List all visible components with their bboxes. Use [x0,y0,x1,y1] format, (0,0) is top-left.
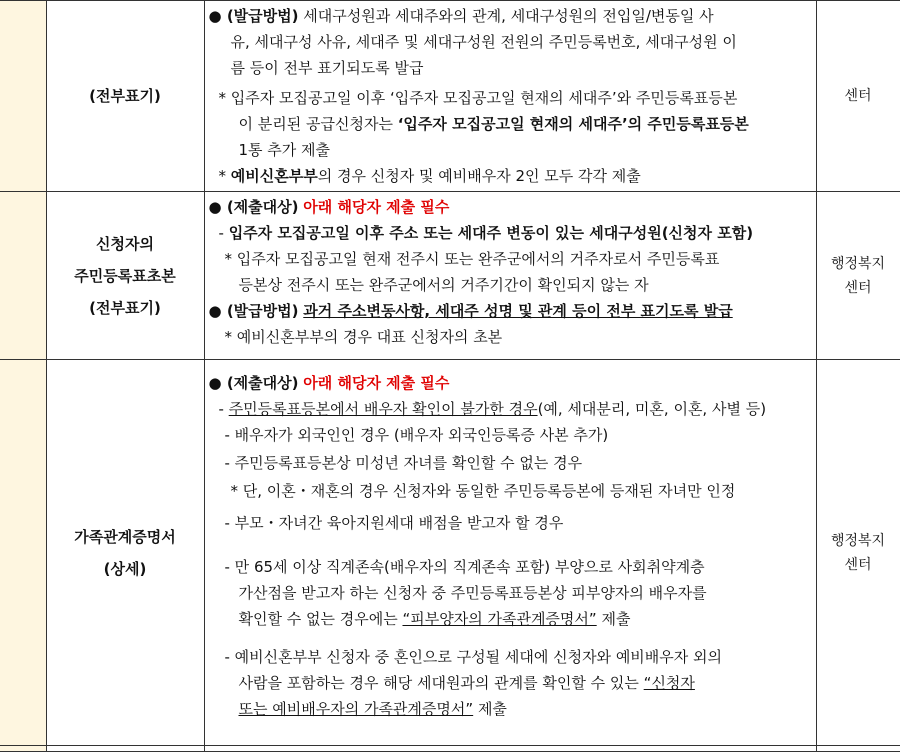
row-label-cell [46,360,204,746]
line-text: 등본상 전주시 또는 완주군에서의 거주기간이 확인되지 않는 자 [238,276,649,294]
bullet: ● [208,7,227,25]
dept-label-line: 센터 [844,556,872,573]
dept-label-line: 센터 [844,279,872,296]
text-line [209,450,814,476]
text-line [209,272,814,298]
underlined-text: “신청자 [643,674,695,692]
text-line [209,194,814,220]
text-line [209,298,814,324]
dash: - [218,400,229,418]
line-text: - 배우자가 외국인인 경우 (배우자 외국인등록증 사본 추가) [224,426,609,444]
table-row [0,192,900,360]
line-text: 세대구성원과 세대주와의 관계, 세대구성원의 전입일/변동일 사 [298,7,714,25]
text-line [209,370,814,396]
line-text: * 입주자 모집공고일 현재 전주시 또는 완주군에서의 거주자로서 주민등록표 [224,250,720,268]
table-row [0,360,900,746]
line-text: 제출 [596,610,631,628]
row-content-cell [204,1,816,192]
row-content-cell [204,360,816,746]
emphasis-text: 입주자 모집공고일 이후 주소 또는 세대주 변동이 있는 세대구성원(신청자 포함) [228,224,754,242]
line-text: 제출 [473,700,507,718]
dept-label: 센터 [844,88,872,104]
line-text: 확인할 수 없는 경우에는 [238,610,403,628]
label-text: (제출대상) [226,198,299,216]
row-label-cell [46,1,204,192]
row-label-cell [46,192,204,360]
lead-cell [0,192,46,360]
text-line [209,670,814,696]
row-label-line: (상세) [103,559,147,578]
text-line [209,220,814,246]
row-label-line: 신청자의 [96,234,154,253]
text-line [209,644,814,670]
line-text: 사람을 포함하는 경우 해당 세대원과의 관계를 확인할 수 있는 [238,674,644,692]
line-text: 가산점을 받고자 하는 신청자 중 주민등록표등본상 피부양자의 배우자를 [238,584,707,602]
text-line [209,554,814,580]
underlined-text: “피부양자의 가족관계증명서” [402,610,597,628]
label-text: (발급방법) [226,7,299,25]
row-label-line: 주민등록표초본 [74,266,176,285]
row-label-line: (전부표기) [89,298,161,317]
line-text: * 단, 이혼・재혼의 경우 신청자와 동일한 주민등록등본에 등재된 자녀만 인정 [230,482,736,500]
line-text: 의 경우 신청자 및 예비배우자 2인 모두 각각 제출 [317,167,641,185]
table-row [0,746,900,752]
dept-cell [816,360,900,746]
line-text: 름 등이 전부 표기되도록 발급 [230,59,424,77]
text-line [209,396,814,422]
emphasis-text: ‘입주자 모집공고일 현재의 세대주’의 주민등록표등본 [397,115,749,133]
bullet: ● [208,374,227,392]
bullet: ● [208,302,227,320]
table-row [0,1,900,192]
row-label: (전부표기) [89,87,161,105]
text-line [209,510,814,536]
line-text: 1통 추가 제출 [238,141,331,159]
lead-cell [0,360,46,746]
dept-label-line: 행정복지 [830,255,886,272]
line-text: - 만 65세 이상 직계존속(배우자의 직계존속 포함) 부양으로 사회취약계층 [224,558,705,576]
text-line [209,606,814,632]
text-line [209,29,814,55]
row-label-line: 가족관계증명서 [74,527,176,546]
line-text: - 부모・자녀간 육아지원세대 배점을 받고자 할 경우 [224,514,564,532]
dash: - [218,224,229,242]
line-text: * 입주자 모집공고일 이후 ‘입주자 모집공고일 현재의 세대주’와 주민등록표등본 [218,89,738,107]
row-content-cell [204,192,816,360]
text-line [209,85,814,111]
text-line [209,55,814,81]
emphasis-text: 과거 주소변동사항, 세대주 성명 및 관계 등이 전부 표기도록 발급 [303,302,733,320]
dept-cell [816,192,900,360]
underlined-text: 또는 예비배우자의 가족관계증명서” [238,700,474,718]
text-line [209,478,814,504]
dept-label-line: 행정복지 [830,532,886,549]
line-text: * [218,167,231,185]
text-line [209,696,814,722]
text-line [209,246,814,272]
underlined-text: 주민등록표등본에서 배우자 확인이 불가한 경우 [228,400,538,418]
text-line [209,163,814,189]
dept-cell [816,1,900,192]
line-text: - 예비신혼부부 신청자 중 혼인으로 구성될 세대에 신청자와 예비배우자 외의 [224,648,723,666]
line-text: (예, 세대분리, 미혼, 이혼, 사별 등) [537,400,767,418]
text-line [209,324,814,350]
line-text: - 주민등록표등본상 미성년 자녀를 확인할 수 없는 경우 [224,454,583,472]
text-line [209,580,814,606]
text-line [209,3,814,29]
emphasis-text: 예비신혼부부 [230,167,318,185]
required-notice: 아래 해당자 제출 필수 [303,374,450,392]
line-text: 유, 세대구성 사유, 세대주 및 세대구성원 전원의 주민등록번호, 세대구성원 이 [230,33,737,51]
lead-cell [0,1,46,192]
row-content-cell [204,746,816,752]
text-line [209,111,814,137]
row-label-cell [46,746,204,752]
required-notice: 아래 해당자 제출 필수 [303,198,450,216]
line-text: * 예비신혼부부의 경우 대표 신청자의 초본 [224,328,503,346]
bullet: ● [208,198,227,216]
line-text: 이 분리된 공급신청자는 [238,115,398,133]
label-text: (제출대상) [226,374,299,392]
text-line [209,422,814,448]
dept-cell [816,746,900,752]
lead-cell [0,746,46,752]
label-text: (발급방법) [226,302,299,320]
text-line [209,137,814,163]
